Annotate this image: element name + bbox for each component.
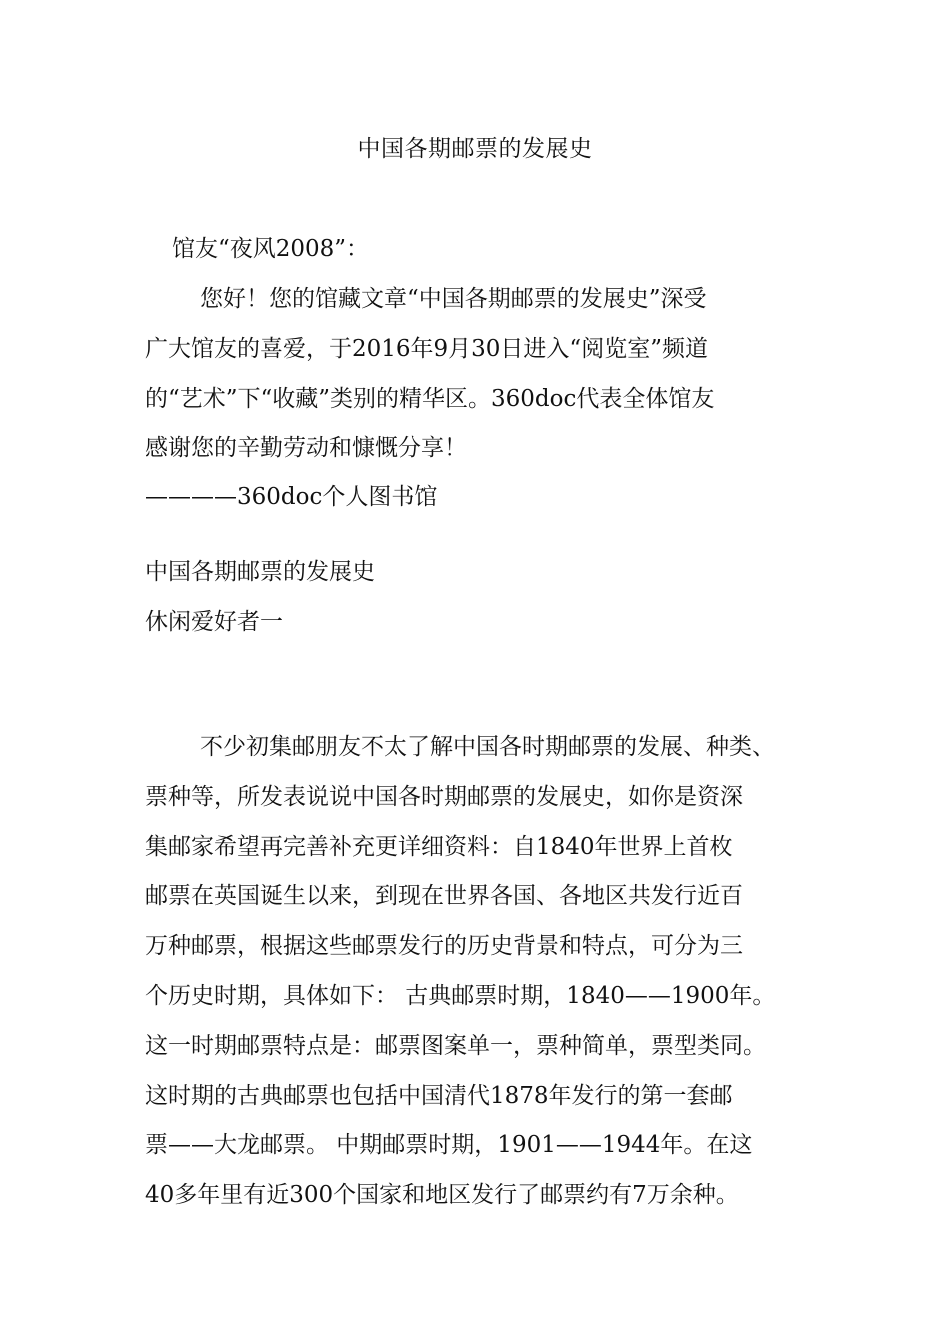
body-line-2: 票种等，所发表说说中国各时期邮票的发展史，如你是资深 bbox=[145, 784, 743, 810]
body-line-4: 邮票在英国诞生以来，到现在世界各国、各地区共发行近百 bbox=[145, 883, 743, 909]
document-title: 中国各期邮票的发展史 bbox=[357, 136, 593, 162]
body-line-8: 这时期的古典邮票也包括中国清代1878年发行的第一套邮 bbox=[145, 1083, 733, 1109]
notice-line-2: 广大馆友的喜爱，于2016年9月30日进入“阅览室”频道 bbox=[145, 336, 708, 362]
body-line-7: 这一时期邮票特点是：邮票图案单一，票种简单，票型类同。 bbox=[145, 1033, 766, 1059]
notice-line-3: 的“艺术”下“收藏”类别的精华区。360doc代表全体馆友 bbox=[145, 386, 715, 412]
body-line-1: 不少初集邮朋友不太了解中国各时期邮票的发展、种类、 bbox=[200, 734, 775, 760]
body-line-6: 个历史时期，具体如下： 古典邮票时期，1840——1900年。 bbox=[145, 983, 776, 1009]
article-author: 休闲爱好者一 bbox=[145, 609, 283, 635]
article-title: 中国各期邮票的发展史 bbox=[145, 559, 375, 585]
body-line-10: 40多年里有近300个国家和地区发行了邮票约有7万余种。 bbox=[145, 1182, 739, 1208]
body-line-3: 集邮家希望再完善补充更详细资料：自1840年世界上首枚 bbox=[145, 834, 733, 860]
notice-greeting: 馆友“夜风2008”： bbox=[172, 236, 370, 262]
body-line-5: 万种邮票，根据这些邮票发行的历史背景和特点，可分为三 bbox=[145, 933, 743, 959]
notice-line-1: 您好！您的馆藏文章“中国各期邮票的发展史”深受 bbox=[200, 286, 707, 312]
body-line-9: 票——大龙邮票。 中期邮票时期，1901——1944年。在这 bbox=[145, 1132, 753, 1158]
notice-signature: ————360doc个人图书馆 bbox=[145, 484, 438, 510]
notice-line-4: 感谢您的辛勤劳动和慷慨分享！ bbox=[145, 435, 467, 461]
